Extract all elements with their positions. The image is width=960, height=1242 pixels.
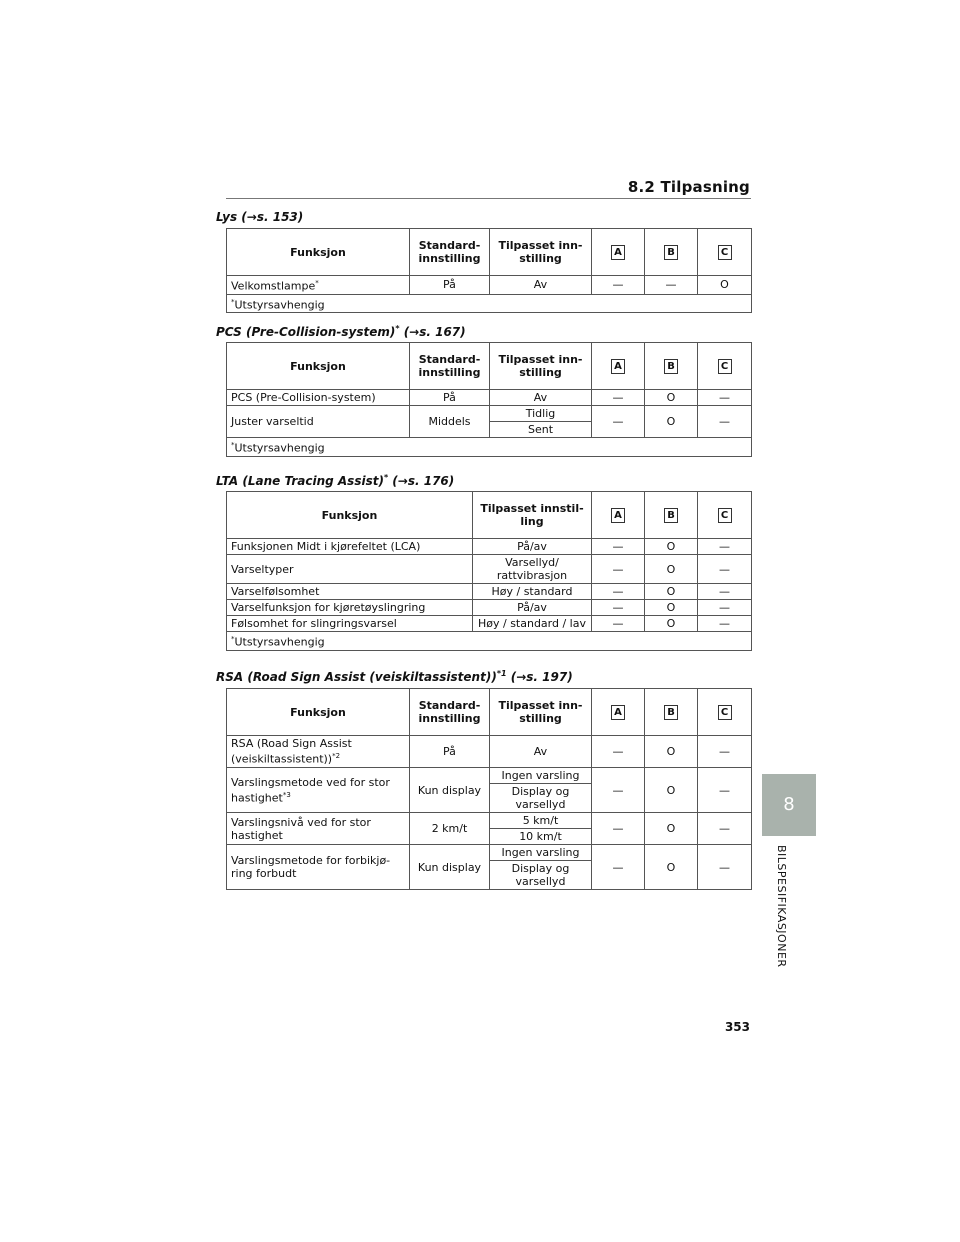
row-custom: Av [490, 390, 592, 406]
row-standard: Kun display [410, 845, 490, 890]
col-c-mark: C [718, 359, 732, 374]
col-funksjon: Funksjon [227, 492, 473, 539]
cell-c: — [698, 406, 752, 438]
row-function: Varslingsmetode for forbikjø-ring forbudt [227, 845, 410, 890]
cell-b: O [645, 616, 698, 632]
table-row [227, 539, 752, 555]
cell-c: — [698, 813, 752, 845]
row-custom: Høy / standard [473, 584, 592, 600]
chapter-tab[interactable]: 8 [762, 774, 816, 836]
row-custom-option: Display og varsellyd [490, 861, 592, 890]
cell-a: — [592, 584, 645, 600]
cell-a: — [592, 736, 645, 768]
footnote-row [227, 438, 752, 457]
table-header-row [227, 229, 752, 276]
page-number: 353 [724, 1020, 750, 1034]
table-row [227, 555, 752, 584]
col-a-mark: A [611, 705, 625, 720]
col-standard: Standard-innstilling [410, 689, 490, 736]
row-function: Varselfølsomhet [227, 584, 473, 600]
cell-a: — [592, 813, 645, 845]
cell-c: — [698, 600, 752, 616]
cell-a: — [592, 845, 645, 890]
col-a-mark: A [611, 359, 625, 374]
footnote-marker: * [315, 279, 319, 287]
cell-b: O [645, 584, 698, 600]
row-standard: Kun display [410, 768, 490, 813]
section-title-lys: Lys (→s. 153) [216, 210, 304, 224]
table-pcs [226, 342, 752, 457]
table-lta [226, 491, 752, 651]
row-function: Juster varseltid [227, 406, 410, 438]
row-standard: På [410, 736, 490, 768]
cell-a: — [592, 616, 645, 632]
col-funksjon: Funksjon [227, 343, 410, 390]
table-row [227, 845, 752, 861]
row-custom-option: 5 km/t [490, 813, 592, 829]
section-title-lta: LTA (Lane Tracing Assist)* (→s. 176) [216, 473, 455, 488]
table-rsa [226, 688, 752, 890]
table-row [227, 813, 752, 829]
row-standard: På [410, 276, 490, 295]
table-lys [226, 228, 752, 313]
cell-a: — [592, 600, 645, 616]
row-function: PCS (Pre-Collision-system) [227, 390, 410, 406]
row-custom: Av [490, 276, 592, 295]
col-funksjon: Funksjon [227, 229, 410, 276]
table-row [227, 616, 752, 632]
cell-c: O [698, 276, 752, 295]
row-custom: På/av [473, 600, 592, 616]
cell-c: — [698, 390, 752, 406]
cell-c: — [698, 555, 752, 584]
cell-a: — [592, 390, 645, 406]
cell-a: — [592, 276, 645, 295]
footnote-text: Utstyrsavhengig [234, 441, 325, 455]
col-b-mark: B [664, 508, 678, 523]
row-function: Varselfunksjon for kjøretøyslingring [227, 600, 473, 616]
row-function: Varslingsnivå ved for stor hastighet [227, 813, 410, 845]
row-custom-option: Ingen varsling [490, 768, 592, 784]
table-row [227, 390, 752, 406]
row-function: Varslingsmetode ved for stor hastighet [231, 775, 390, 805]
row-custom-option: Ingen varsling [490, 845, 592, 861]
row-function: Følsomhet for slingringsvarsel [227, 616, 473, 632]
row-function: Velkomstlampe [231, 279, 316, 293]
row-function: Funksjonen Midt i kjørefeltet (LCA) [227, 539, 473, 555]
footnote-text: Utstyrsavhengig [234, 635, 325, 649]
col-c-mark: C [718, 705, 732, 720]
row-custom-option: Sent [490, 422, 592, 438]
table-row [227, 600, 752, 616]
col-tilpasset: Tilpasset inn-stilling [490, 229, 592, 276]
cell-b: O [645, 813, 698, 845]
cell-a: — [592, 406, 645, 438]
footnote-text: Utstyrsavhengig [234, 298, 325, 312]
row-custom: På/av [473, 539, 592, 555]
row-custom: Varsellyd/ rattvibrasjon [473, 555, 592, 584]
cell-b: O [645, 768, 698, 813]
col-tilpasset: Tilpasset inn-stilling [490, 689, 592, 736]
col-a-mark: A [611, 508, 625, 523]
cell-a: — [592, 539, 645, 555]
cell-c: — [698, 584, 752, 600]
col-a-mark: A [611, 245, 625, 260]
col-tilpasset: Tilpasset inn-stilling [490, 343, 592, 390]
cell-a: — [592, 555, 645, 584]
col-standard: Standard-innstilling [410, 229, 490, 276]
cell-b: O [645, 406, 698, 438]
cell-c: — [698, 616, 752, 632]
cell-c: — [698, 539, 752, 555]
row-function: Varseltyper [227, 555, 473, 584]
col-c-mark: C [718, 245, 732, 260]
cell-c: — [698, 736, 752, 768]
col-funksjon: Funksjon [227, 689, 410, 736]
cell-b: O [645, 600, 698, 616]
chapter-label: BILSPESIFIKASJONER [775, 845, 788, 968]
col-b-mark: B [664, 359, 678, 374]
footnote-row [227, 294, 752, 313]
section-title-pcs: PCS (Pre-Collision-system)* (→s. 167) [216, 324, 466, 339]
footnote-marker: *2 [332, 752, 341, 761]
col-b-mark: B [664, 705, 678, 720]
cell-c: — [698, 768, 752, 813]
cell-b: O [645, 390, 698, 406]
section-title-rsa: RSA (Road Sign Assist (veiskiltassistent))$^{*1}$ (→s. 197) [216, 669, 573, 684]
row-standard: Middels [410, 406, 490, 438]
col-standard: Standard-innstilling [410, 343, 490, 390]
row-standard: På [410, 390, 490, 406]
cell-b: O [645, 555, 698, 584]
cell-a: — [592, 768, 645, 813]
page-header-title: 8.2 Tilpasning [627, 178, 750, 196]
table-header-row [227, 689, 752, 736]
row-custom-option: Tidlig [490, 406, 592, 422]
cell-b: O [645, 736, 698, 768]
table-row [227, 584, 752, 600]
col-tilpasset: Tilpasset innstil-ling [473, 492, 592, 539]
row-custom-option: 10 km/t [490, 829, 592, 845]
cell-b: — [645, 276, 698, 295]
footnote-marker: *3 [282, 790, 291, 799]
table-row [227, 768, 752, 784]
header-divider [226, 198, 751, 199]
row-custom-option: Display og varsellyd [490, 784, 592, 813]
row-standard: 2 km/t [410, 813, 490, 845]
row-custom: Høy / standard / lav [473, 616, 592, 632]
table-header-row [227, 343, 752, 390]
footnote-marker: * [231, 297, 235, 306]
table-row [227, 736, 752, 768]
cell-c: — [698, 845, 752, 890]
row-custom: Av [490, 736, 592, 768]
footnote-row [227, 632, 752, 651]
col-c-mark: C [718, 508, 732, 523]
footnote-marker: * [231, 441, 235, 449]
table-header-row [227, 492, 752, 539]
cell-b: O [645, 539, 698, 555]
footnote-marker: * [231, 635, 235, 643]
row-function: RSA (Road Sign Assist (veiskiltassistent)) [231, 737, 352, 766]
col-b-mark: B [664, 245, 678, 260]
table-row [227, 406, 752, 422]
cell-b: O [645, 845, 698, 890]
table-row [227, 276, 752, 295]
